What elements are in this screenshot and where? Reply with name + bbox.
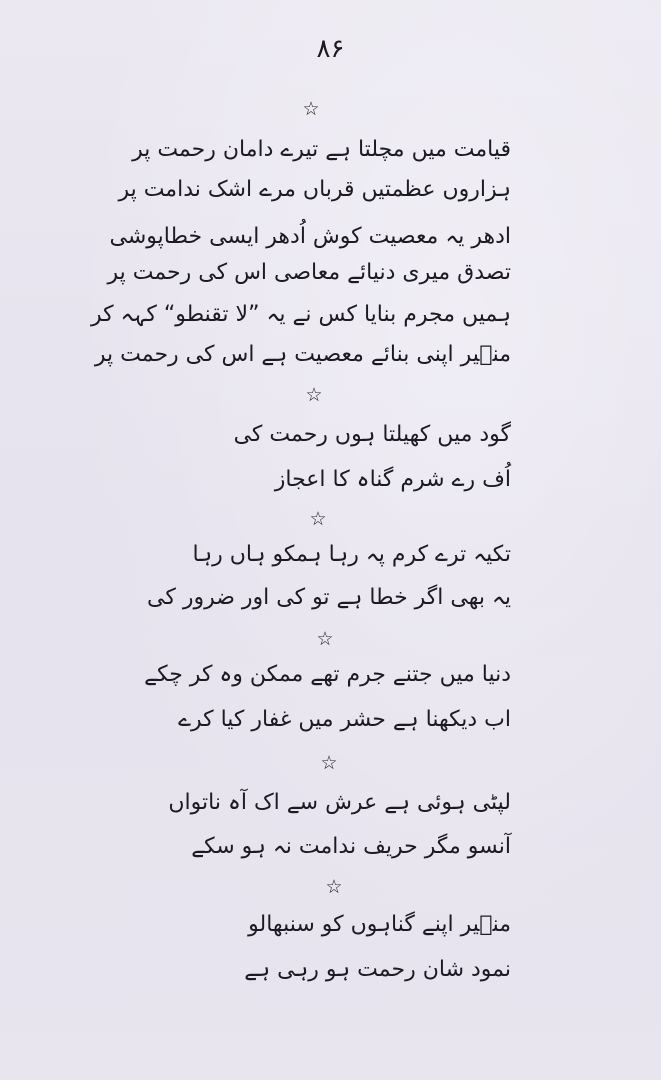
verse-line: یہ بھی اگر خطا ہے تو کی اور ضرور کی — [147, 585, 511, 610]
verse-line: نمود شان رحمت ہو رہی ہے — [244, 957, 511, 982]
verse-line: منؔیر اپنے گناہوں کو سنبھالو — [248, 912, 511, 937]
verse-line: منؔیر اپنی بنائے معصیت ہے اس کی رحمت پر — [94, 342, 511, 367]
verse-line: دنیا میں جتنے جرم تھے ممکن وہ کر چکے — [144, 662, 511, 687]
star-separator: ☆ — [309, 508, 327, 530]
star-separator: ☆ — [316, 628, 334, 650]
verse-line: تصدق میری دنیائے معاصی اس کی رحمت پر — [107, 260, 511, 285]
star-separator: ☆ — [325, 876, 343, 898]
verse-line: ہزاروں عظمتیں قرباں مرے اشک ندامت پر — [118, 177, 511, 202]
verse-line: ہمیں مجرم بنایا کس نے یہ ”لا تقنطو“ کہہ کر — [90, 302, 511, 327]
verse-line: ادھر یہ معصیت کوش اُدھر ایسی خطاپوشی — [109, 224, 511, 249]
star-separator: ☆ — [302, 98, 320, 120]
verse-line: اُف رے شرم گناہ کا اعجاز — [274, 467, 511, 492]
star-separator: ☆ — [305, 384, 323, 406]
verse-line: اب دیکھنا ہے حشر میں غفار کیا کرے — [178, 707, 511, 732]
page-number: ۸۶ — [316, 34, 345, 64]
verse-line: گود میں کھیلتا ہوں رحمت کی — [233, 422, 511, 447]
verse-line: لپٹی ہوئی ہے عرش سے اک آہ ناتواں — [168, 790, 511, 815]
star-separator: ☆ — [320, 752, 338, 774]
verse-line: قیامت میں مچلتا ہے تیرے دامان رحمت پر — [132, 137, 511, 162]
verse-line: آنسو مگر حریف ندامت نہ ہو سکے — [191, 834, 511, 859]
verse-line: تکیہ ترے کرم پہ رہا ہمکو ہاں رہا — [192, 542, 511, 567]
